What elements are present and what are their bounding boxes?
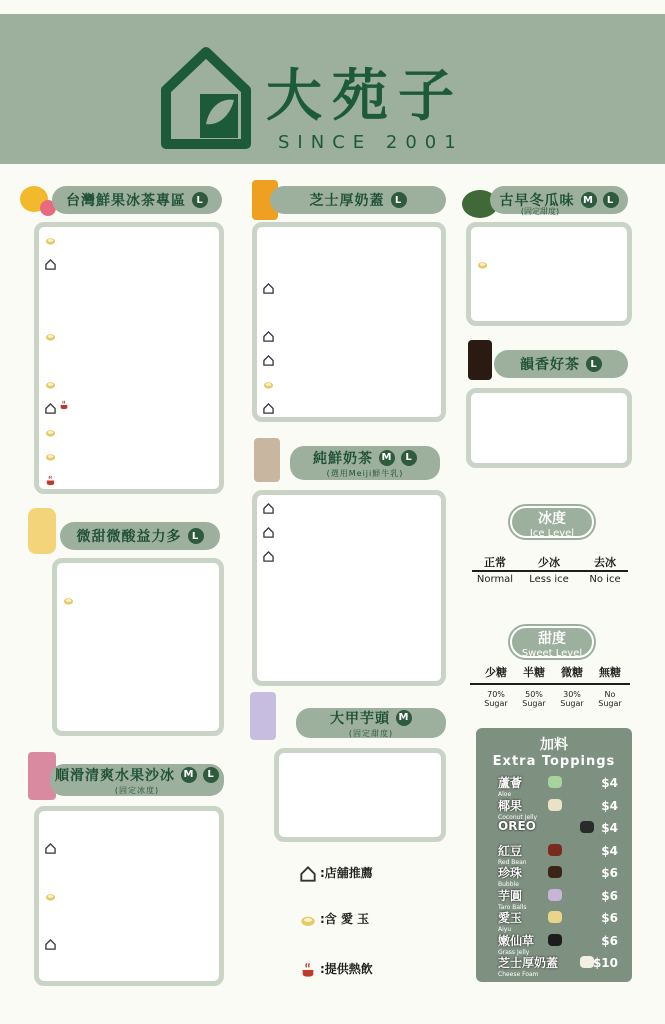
ice-level-option-en: Normal <box>476 574 514 585</box>
menu-item <box>63 637 213 661</box>
yakult-icon <box>28 508 56 554</box>
topping-price: $6 <box>601 933 618 948</box>
menu-item <box>45 957 213 981</box>
ice-level-option-en: No ice <box>589 574 621 585</box>
topping-name: 芝士厚奶蓋 <box>498 956 559 970</box>
sweet-level-option: 微糖 <box>561 666 583 679</box>
house-icon <box>45 935 56 946</box>
legend-label: :提供熱飲 <box>320 962 373 976</box>
topping-name-en: Aiyu <box>498 926 512 933</box>
menu-item <box>263 325 435 349</box>
topping-item <box>498 887 618 911</box>
legend-label: :店舖推薦 <box>320 866 373 880</box>
house-icon <box>263 279 274 290</box>
topping-swatch <box>548 911 562 923</box>
house-icon <box>263 499 274 510</box>
menu-item <box>263 641 435 665</box>
sweet-level-option-en2: Sugar <box>484 699 508 708</box>
hot-icon <box>59 399 69 409</box>
sweet-level-option-en: No <box>604 690 616 699</box>
topping-item <box>498 842 618 866</box>
menu-item <box>45 349 213 373</box>
menu-item <box>263 349 435 373</box>
sweet-level-option-en2: Sugar <box>522 699 546 708</box>
fragrant-tea-menu <box>466 388 632 468</box>
section-note: (固定甜度) <box>520 207 560 216</box>
menu-item <box>45 397 213 421</box>
legend-item <box>300 910 369 928</box>
menu-item <box>45 229 213 253</box>
menu-item <box>263 397 435 421</box>
aiyu-icon <box>300 912 316 928</box>
size-badge: M <box>379 450 395 466</box>
house-logo-icon <box>160 46 252 150</box>
toppings-title-en: Extra Toppings <box>492 754 616 769</box>
topping-item <box>498 797 618 821</box>
topping-name-en: Taro Balls <box>498 903 527 911</box>
house-icon <box>263 523 274 534</box>
winter-melon-menu <box>466 222 632 326</box>
menu-item <box>285 783 435 811</box>
topping-swatch <box>580 956 594 968</box>
extra-toppings-panel <box>476 728 632 982</box>
house-icon <box>263 351 274 362</box>
topping-swatch <box>548 934 562 946</box>
topping-name-en: Coconut Jelly <box>498 813 538 821</box>
menu-item <box>477 229 621 253</box>
sweet-level-option-en2: Sugar <box>598 699 622 708</box>
topping-name: 愛玉 <box>498 911 523 925</box>
topping-swatch <box>548 776 562 788</box>
aiyu-icon <box>45 447 56 458</box>
brand-since: SINCE 2001 <box>278 132 464 153</box>
aiyu-icon <box>63 591 74 602</box>
topping-name: 芋圓 <box>498 888 523 903</box>
topping-name-en: Red Bean <box>498 858 527 866</box>
menu-item <box>285 811 435 839</box>
topping-swatch <box>548 889 562 901</box>
menu-item <box>263 253 435 277</box>
ice-level-option-en: Less ice <box>529 574 569 585</box>
house-icon <box>45 839 56 850</box>
menu-item <box>45 909 213 933</box>
menu-item <box>63 685 213 709</box>
size-badge: M <box>181 767 197 783</box>
menu-item <box>63 661 213 685</box>
section-title-cheese: 芝士厚奶蓋 L <box>270 186 446 214</box>
size-badge: L <box>188 528 204 544</box>
aiyu-icon <box>263 375 274 386</box>
house-icon <box>263 327 274 338</box>
menu-item <box>263 373 435 397</box>
legend-item <box>300 960 373 978</box>
menu-item <box>263 521 435 545</box>
menu-item <box>63 709 213 733</box>
ice-level-option: 去冰 <box>594 556 616 569</box>
topping-name-en: Grass Jelly <box>498 948 530 956</box>
menu-item <box>45 813 213 837</box>
section-title-fruit-tea: 台灣鮮果冰茶專區 L <box>52 186 222 214</box>
milk-tea-cup-icon <box>254 438 280 482</box>
menu-item <box>45 301 213 325</box>
yakult-menu <box>52 558 224 736</box>
topping-name: 椰果 <box>498 798 523 813</box>
house-icon <box>263 547 274 558</box>
topping-item <box>498 954 618 978</box>
size-badge: L <box>391 192 407 208</box>
hot-icon <box>300 962 316 978</box>
topping-swatch <box>548 799 562 811</box>
black-tea-cup-icon <box>468 340 492 380</box>
aiyu-icon <box>45 423 56 434</box>
topping-price: $4 <box>601 843 618 858</box>
topping-name-en: Cheese Foam <box>498 971 539 978</box>
section-title-yakult: 微甜微酸益力多 L <box>60 522 220 550</box>
menu-item <box>63 589 213 613</box>
sweet-level-option-en: 70% <box>487 690 505 699</box>
menu-item <box>45 885 213 909</box>
house-icon <box>300 866 316 882</box>
menu-item <box>45 933 213 957</box>
menu-item <box>263 497 435 521</box>
section-title-melon: 古早冬瓜味 M L <box>490 186 628 214</box>
topping-name: OREO <box>498 819 536 833</box>
topping-name-en: Aloe <box>498 791 512 798</box>
aiyu-icon <box>45 327 56 338</box>
topping-name: 珍珠 <box>498 866 523 880</box>
house-icon <box>45 255 56 266</box>
size-badge: L <box>586 356 602 372</box>
fruit-tea-menu <box>34 222 224 494</box>
aiyu-icon <box>477 255 488 266</box>
size-badge: L <box>401 450 417 466</box>
cheese-foam-menu <box>252 222 446 422</box>
sweet-scale-line <box>470 683 630 685</box>
ice-level-option: 少冰 <box>538 556 560 569</box>
menu-item <box>63 613 213 637</box>
menu-item <box>263 569 435 593</box>
sweet-level-option-en2: Sugar <box>560 699 584 708</box>
aiyu-icon <box>45 375 56 386</box>
menu-item <box>45 421 213 445</box>
topping-item <box>498 864 618 888</box>
ice-level-badge: 冰度 Ice Level <box>510 506 594 538</box>
menu-item <box>45 445 213 469</box>
menu-item <box>45 253 213 277</box>
menu-item <box>477 301 621 325</box>
sweet-level-badge: 甜度 Sweet Level <box>510 626 594 658</box>
sweet-level-option: 少糖 <box>485 666 507 679</box>
brand-name: 大苑子 <box>266 63 464 129</box>
menu-item <box>45 373 213 397</box>
taro-menu <box>274 748 446 842</box>
menu-item <box>263 593 435 617</box>
topping-swatch <box>548 866 562 878</box>
topping-item <box>498 909 618 933</box>
menu-item <box>63 565 213 589</box>
size-badge: L <box>603 192 619 208</box>
legend-item <box>300 864 373 882</box>
topping-name: 蘆薈 <box>498 776 523 790</box>
sweet-level-option-en: 30% <box>563 690 581 699</box>
sweet-level-option-en: 50% <box>525 690 543 699</box>
topping-price: $6 <box>601 888 618 903</box>
topping-item <box>498 774 618 798</box>
aiyu-icon <box>45 231 56 242</box>
menu-item <box>263 617 435 641</box>
topping-swatch <box>580 821 594 833</box>
menu-item <box>477 253 621 277</box>
menu-item <box>263 545 435 569</box>
topping-name: 紅豆 <box>498 843 523 858</box>
menu-item <box>477 419 621 443</box>
topping-name-en: Bubble <box>498 881 519 888</box>
menu-item <box>477 395 621 419</box>
topping-swatch <box>548 844 562 856</box>
topping-name: 嫩仙草 <box>498 933 535 948</box>
topping-item <box>498 819 618 833</box>
legend-label: :含 愛 玉 <box>320 912 370 926</box>
toppings-title: 加料 <box>540 737 568 753</box>
menu-item <box>263 277 435 301</box>
menu-item <box>45 469 213 493</box>
house-icon <box>263 399 274 410</box>
menu-item <box>285 755 435 783</box>
sweet-level-option: 無糖 <box>599 666 621 679</box>
menu-item <box>45 325 213 349</box>
section-title-fragrant: 韻香好茶 L <box>494 350 628 378</box>
section-title-slush: 順滑清爽水果沙冰 M L (固定冰度) <box>50 764 224 796</box>
ice-level-option: 正常 <box>484 556 506 569</box>
slush-menu <box>34 806 224 986</box>
size-badge: L <box>192 192 208 208</box>
item-name <box>59 397 213 411</box>
menu-item <box>477 277 621 301</box>
ice-scale-line <box>472 570 628 572</box>
section-title-milk: 純鮮奶茶 M L (選用Meiji鮮牛乳) <box>290 446 440 480</box>
menu-item <box>45 861 213 885</box>
size-badge: L <box>203 767 219 783</box>
topping-item <box>498 932 618 956</box>
size-badge: M <box>396 710 412 726</box>
hot-icon <box>45 471 56 482</box>
aiyu-icon <box>45 887 56 898</box>
topping-price: $4 <box>601 821 618 835</box>
menu-item <box>45 277 213 301</box>
header-banner <box>0 14 665 164</box>
size-badge: M <box>581 192 597 208</box>
topping-price: $4 <box>601 776 618 790</box>
menu-item <box>477 443 621 467</box>
menu-item <box>263 301 435 325</box>
topping-price: $10 <box>592 956 618 970</box>
section-title-taro: 大甲芋頭 M (固定甜度) <box>296 708 446 738</box>
menu-item <box>45 837 213 861</box>
fresh-milk-menu <box>252 490 446 686</box>
house-icon <box>45 399 56 410</box>
topping-price: $6 <box>601 866 618 880</box>
topping-price: $4 <box>601 798 618 813</box>
taro-cup-icon <box>250 692 276 740</box>
sweet-level-option: 半糖 <box>523 666 545 679</box>
topping-price: $6 <box>601 911 618 925</box>
menu-item <box>263 229 435 253</box>
